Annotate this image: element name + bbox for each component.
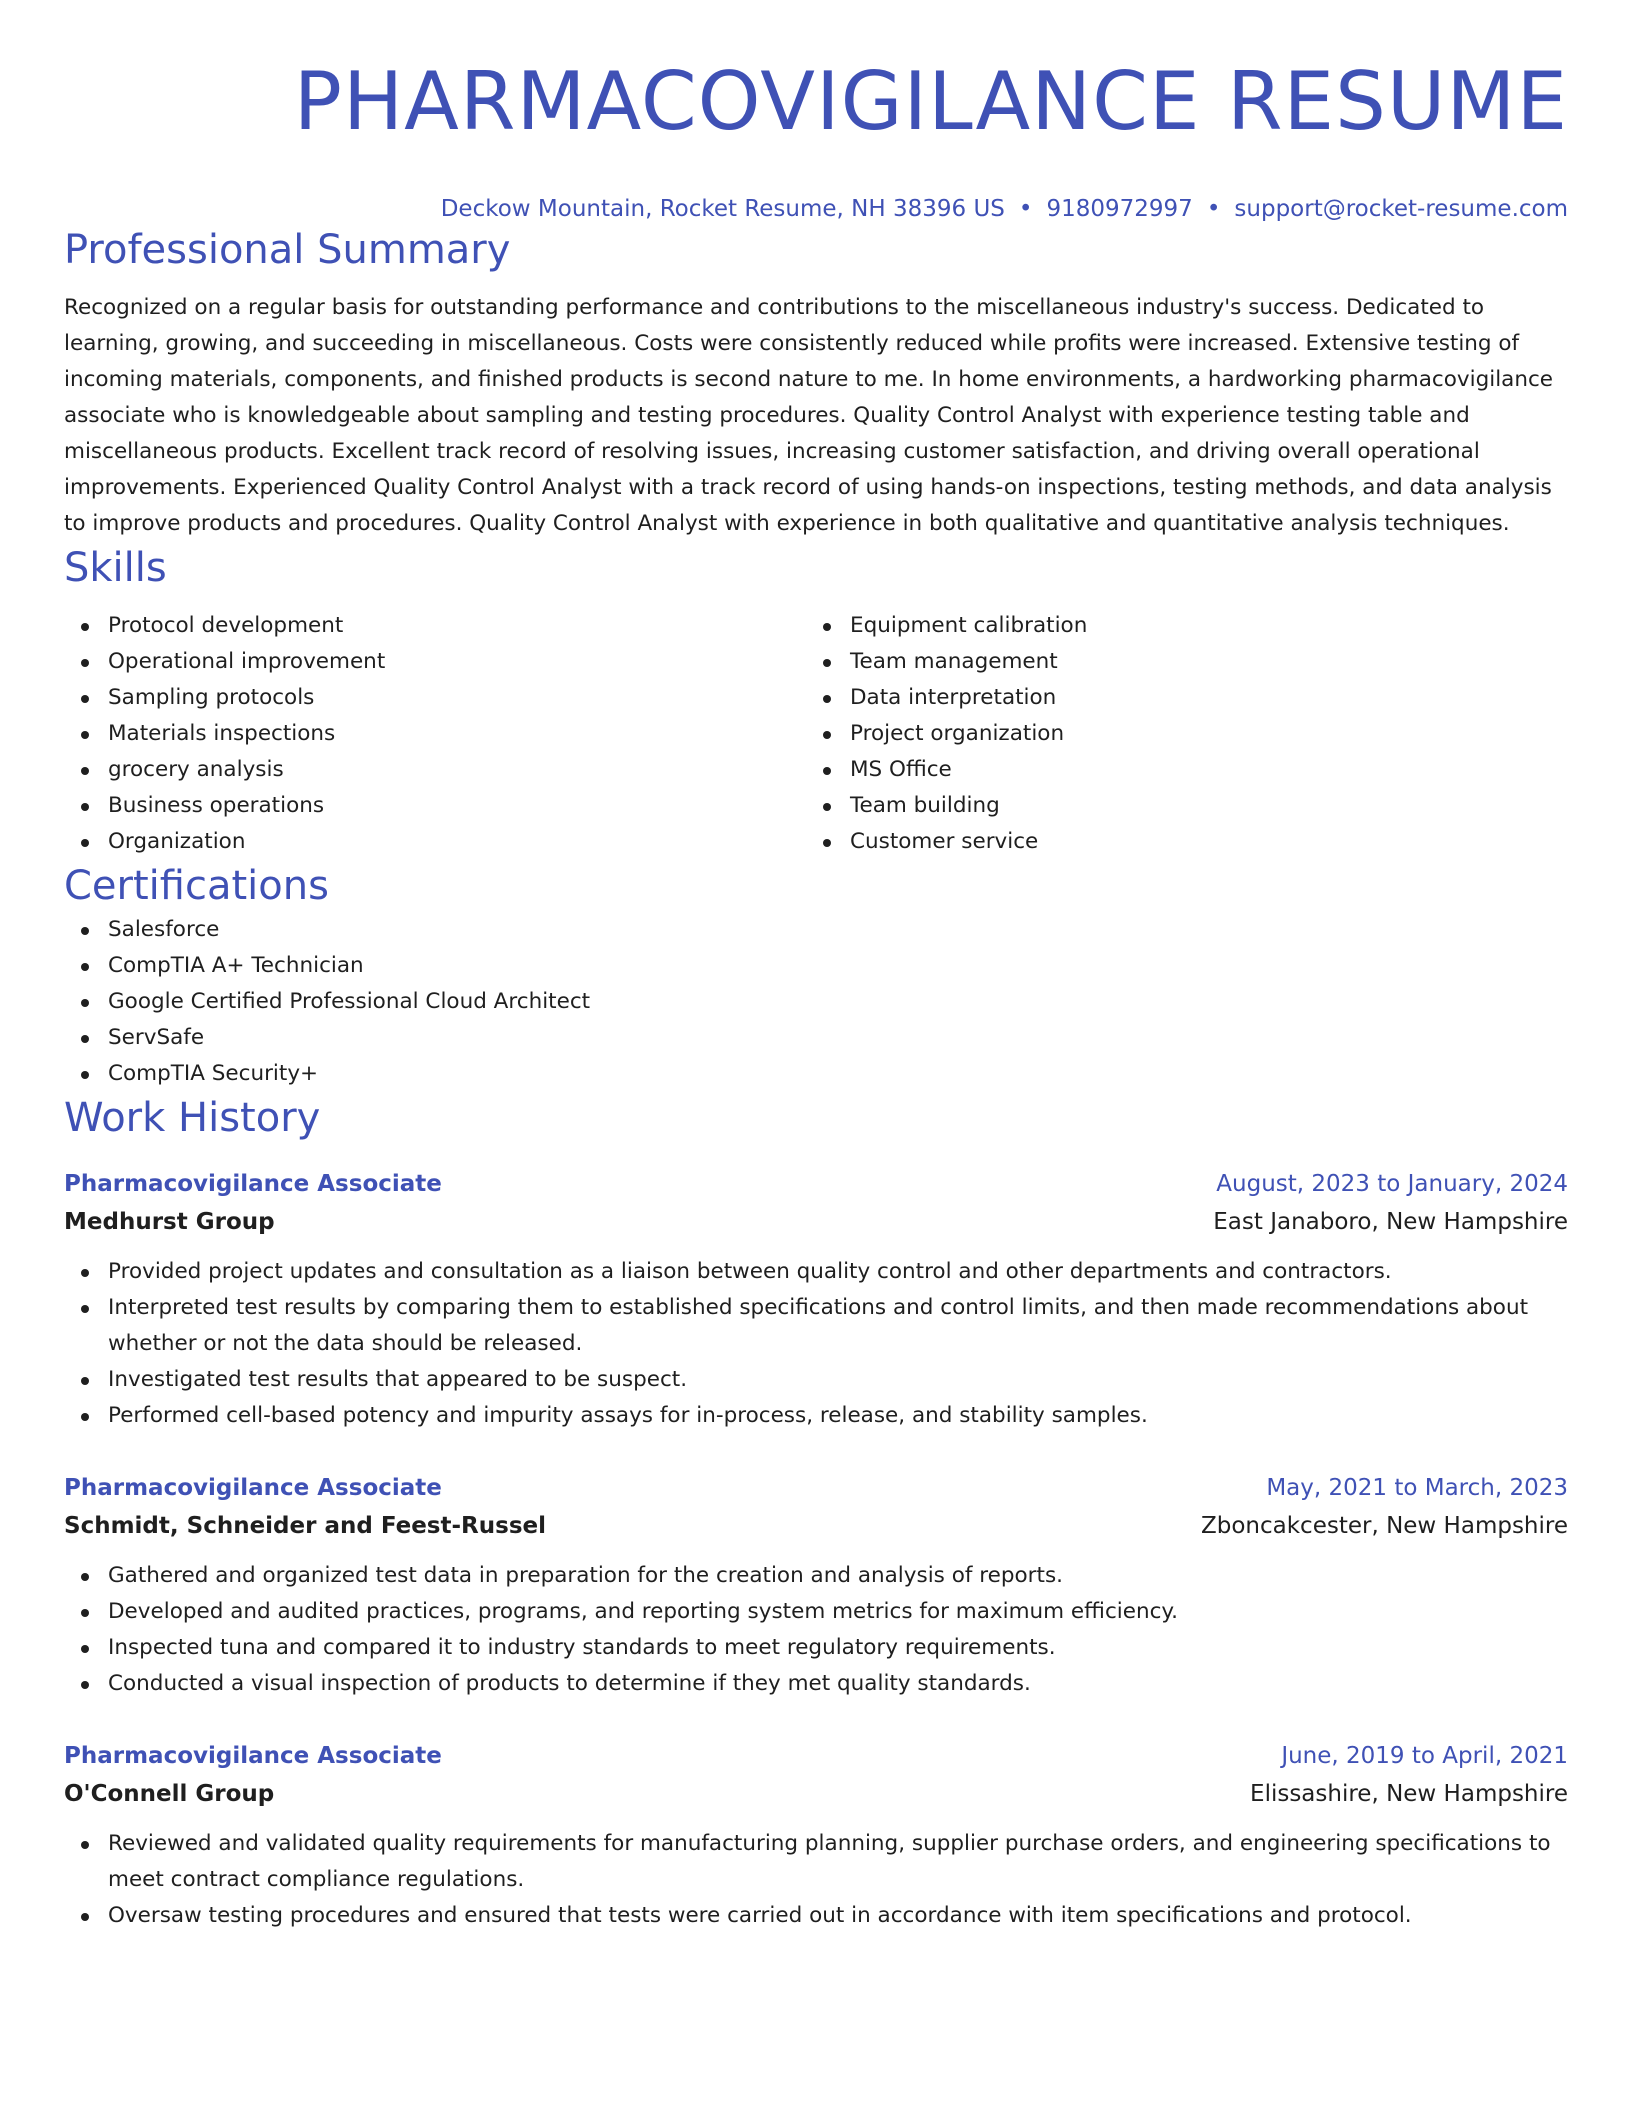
job-bullet: Oversaw testing procedures and ensured that tests were carried out in accordance with item specifications and protocol.	[64, 1898, 1568, 1934]
skill-item: Operational improvement	[64, 644, 806, 680]
job-header-row	[64, 1738, 1568, 1774]
job-bullet: Reviewed and validated quality requirements for manufacturing planning, supplier purchase orders, and engineering specifications to meet contract compliance regulations.	[64, 1826, 1568, 1898]
contact-address: Deckow Mountain, Rocket Resume, NH 38396 US	[440, 196, 1005, 222]
resume-title: PHARMACOVIGILANCE RESUME	[293, 55, 1568, 148]
job-bullet: Provided project updates and consultation as a liaison between quality control and other departments and contractors.	[64, 1254, 1568, 1290]
contact-separator: •	[1206, 196, 1221, 222]
skill-item: Sampling protocols	[64, 680, 806, 716]
job-bullets	[64, 1254, 1568, 1434]
skill-item: Business operations	[64, 788, 806, 824]
resume-page	[64, 0, 1568, 1934]
job-bullet: Interpreted test results by comparing them to established specifications and control limits, and then made recommendations about whether or not the data should be released.	[64, 1290, 1568, 1362]
skills-columns	[64, 608, 1568, 860]
skill-item: Team management	[806, 644, 1548, 680]
contact-phone[interactable]: 9180972997	[1046, 196, 1193, 222]
job-bullet: Developed and audited practices, programs, and reporting system metrics for maximum efficiency.	[64, 1594, 1568, 1630]
job-dates: May, 2021 to March, 2023	[1266, 1475, 1568, 1501]
certifications-heading: Certifications	[64, 863, 329, 909]
job-company-row	[64, 1202, 1568, 1242]
job-title: Pharmacovigilance Associate	[64, 1743, 442, 1769]
job-company: O'Connell Group	[64, 1781, 275, 1807]
job-bullet: Gathered and organized test data in preparation for the creation and analysis of reports.	[64, 1558, 1568, 1594]
certification-item: CompTIA A+ Technician	[64, 948, 1568, 984]
job-header-row	[64, 1166, 1568, 1202]
job-company-row	[64, 1506, 1568, 1546]
job-title: Pharmacovigilance Associate	[64, 1475, 442, 1501]
job-bullet: Investigated test results that appeared to be suspect.	[64, 1362, 1568, 1398]
job-bullet: Performed cell-based potency and impurity assays for in-process, release, and stability samples.	[64, 1398, 1568, 1434]
job-company-row	[64, 1774, 1568, 1814]
summary-text: Recognized on a regular basis for outstanding performance and contributions to the miscellaneous industry's success. Dedicated to learning, growing, and succeeding in miscellaneous. Costs were consistently reduced while profits were increased. Extensive testing of incoming materials, components, and finished products is second nature to me. In home environments, a hardworking pharmacovigilance associate who is knowledgeable about sampling and testing procedures. Quality Control Analyst with experience testing table and miscellaneous products. Excellent track record of resolving issues, increasing customer satisfaction, and driving overall operational improvements. Experienced Quality Control Analyst with a track record of using hands-on inspections, testing methods, and data analysis to improve products and procedures. Quality Control Analyst with experience in both qualitative and quantitative analysis techniques.	[64, 295, 1554, 536]
skill-item: Organization	[64, 824, 806, 860]
job-entry	[64, 1166, 1568, 1434]
certification-item: CompTIA Security+	[64, 1056, 1568, 1092]
job-bullet: Inspected tuna and compared it to industry standards to meet regulatory requirements.	[64, 1630, 1568, 1666]
skill-item: Equipment calibration	[806, 608, 1548, 644]
job-entry	[64, 1470, 1568, 1702]
skill-item: Data interpretation	[806, 680, 1548, 716]
job-location: Elissashire, New Hampshire	[1250, 1781, 1568, 1807]
certification-item: Salesforce	[64, 912, 1568, 948]
skills-list-left	[64, 608, 806, 860]
job-bullets	[64, 1558, 1568, 1702]
skill-item: Project organization	[806, 716, 1548, 752]
job-bullet: Conducted a visual inspection of products to determine if they met quality standards.	[64, 1666, 1568, 1702]
job-dates: August, 2023 to January, 2024	[1216, 1171, 1568, 1197]
skills-list-right	[806, 608, 1548, 860]
skill-item: Protocol development	[64, 608, 806, 644]
job-location: East Janaboro, New Hampshire	[1213, 1209, 1568, 1235]
skill-item: grocery analysis	[64, 752, 806, 788]
contact-line	[64, 194, 1568, 224]
contact-separator: •	[1018, 196, 1033, 222]
certifications-list	[64, 912, 1568, 1092]
job-company: Medhurst Group	[64, 1209, 275, 1235]
summary-heading: Professional Summary	[64, 227, 511, 273]
skill-item: Customer service	[806, 824, 1548, 860]
job-dates: June, 2019 to April, 2021	[1281, 1743, 1568, 1769]
certification-item: ServSafe	[64, 1020, 1568, 1056]
certification-item: Google Certified Professional Cloud Architect	[64, 984, 1568, 1020]
job-bullets	[64, 1826, 1568, 1934]
work-history-heading: Work History	[64, 1095, 321, 1141]
skill-item: Materials inspections	[64, 716, 806, 752]
job-company: Schmidt, Schneider and Feest-Russel	[64, 1513, 546, 1539]
job-title: Pharmacovigilance Associate	[64, 1171, 442, 1197]
job-entry	[64, 1738, 1568, 1934]
contact-email[interactable]: support@rocket-resume.com	[1234, 196, 1568, 222]
skill-item: MS Office	[806, 752, 1548, 788]
skill-item: Team building	[806, 788, 1548, 824]
job-location: Zboncakcester, New Hampshire	[1200, 1513, 1568, 1539]
skills-heading: Skills	[64, 545, 167, 591]
job-header-row	[64, 1470, 1568, 1506]
